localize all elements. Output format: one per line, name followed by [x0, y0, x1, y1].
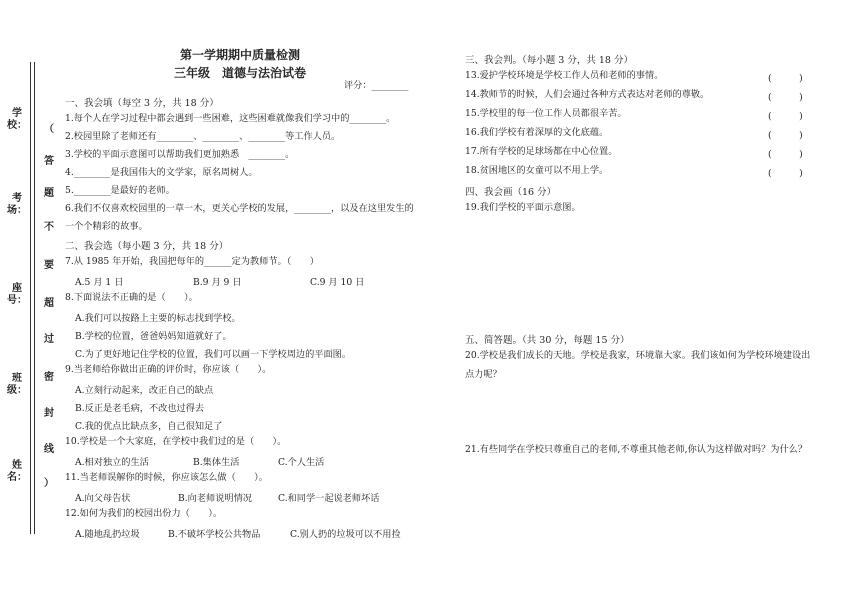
option-10b: B.集体生活 — [193, 457, 240, 468]
name-label: 姓名： — [7, 460, 27, 483]
option-10a: A.相对独立的生活 — [75, 457, 149, 468]
question-2: 2.校园里除了老师还有________、________、________等工作人员。 — [65, 131, 341, 142]
question-9: 9.当老师给你做出正确的评价时，你应该（ ）。 — [65, 364, 272, 375]
question-16: 16.我们学校有着深厚的文化底蕴。 — [465, 127, 609, 138]
option-8b: B.学校的位置，爸爸妈妈知道就好了。 — [75, 331, 232, 342]
question-3: 3.学校的平面示意图可以帮助我们更加熟悉 ________。 — [65, 149, 295, 160]
seal-char: 封 — [44, 408, 54, 419]
answer-paren-15[interactable]: ( ) — [768, 111, 803, 122]
question-1: 1.每个人在学习过程中都会遇到一些困难，这些困难就像我们学习中的________。 — [65, 113, 396, 124]
answer-paren-18[interactable]: ( ) — [768, 168, 803, 179]
question-10: 10.学校是一个大家庭，在学校中我们过的是（ ）。 — [65, 436, 287, 447]
option-10c: C.个人生活 — [278, 457, 325, 468]
seal-line-inner — [34, 62, 35, 534]
question-8: 8.下面说法不正确的是（ ）。 — [65, 292, 198, 303]
question-15: 15.学校里的每一位工作人员都很辛苦。 — [465, 108, 627, 119]
option-11a: A.向父母告状 — [75, 493, 131, 504]
question-19: 19.我们学校的平面示意图。 — [465, 202, 581, 213]
question-7: 7.从 1985 年开始，我国把每年的______定为教师节。（ ） — [65, 256, 319, 267]
question-4: 4.________是我国伟大的文学家，原名周树人。 — [65, 167, 258, 178]
question-20: 20.学校是我们成长的天地。学校是我家，环境靠大家。我们该如何为学校环境建设出 — [465, 350, 811, 361]
answer-paren-16[interactable]: ( ) — [768, 130, 803, 141]
option-12b: B.不破坏学校公共物品 — [168, 529, 261, 540]
seal-char: ） — [44, 478, 54, 489]
option-9c: C.我的优点比缺点多，自己很知足了 — [75, 421, 223, 432]
question-5: 5.________是最好的老师。 — [65, 185, 175, 196]
option-8c: C.为了更好地记住学校的位置，我们可以画一下学校周边的平面图。 — [75, 349, 352, 360]
seal-char: 超 — [44, 298, 54, 309]
exam-subtitle: 三年级 道德与法治试卷 — [173, 66, 306, 80]
section3-heading: 三、我会判。（每小题 3 分，共 18 分） — [465, 55, 633, 66]
section5-heading: 五、简答题。（共 30 分，每题 15 分） — [465, 335, 630, 346]
seal-char: 要 — [44, 260, 54, 271]
option-8a: A.我们可以按路上主要的标志找到学校。 — [75, 313, 241, 324]
section4-heading: 四、我会画（16 分） — [465, 187, 557, 198]
class-label: 班级： — [7, 373, 27, 396]
option-7b: B.9 月 9 日 — [193, 277, 242, 288]
score-field: 评分：________ — [344, 80, 409, 91]
exam-title: 第一学期期中质量检测 — [179, 48, 300, 62]
seal-char: 题 — [44, 188, 54, 199]
seal-char: 密 — [44, 372, 54, 383]
seal-line — [30, 62, 31, 534]
seal-char: 过 — [44, 334, 54, 345]
option-12c: C.别人扔的垃圾可以不用捡 — [290, 529, 401, 540]
seat-number-label: 座号： — [7, 283, 27, 306]
section1-heading: 一、我会填（每空 3 分，共 18 分） — [65, 98, 219, 109]
question-12: 12.如何为我们的校园出份力（ ）。 — [65, 508, 223, 519]
question-17: 17.所有学校的足球场都在中心位置。 — [465, 146, 618, 157]
question-21: 21.有些同学在学校只尊重自己的老师,不尊重其他老师,你认为这样做对吗？为什么？ — [465, 444, 808, 455]
school-label: 学校： — [7, 108, 27, 131]
answer-paren-17[interactable]: ( ) — [768, 149, 803, 160]
option-12a: A.随地乱扔垃圾 — [75, 529, 140, 540]
exam-room-label: 考场： — [7, 193, 27, 216]
question-6-continued: 一个个精彩的故事。 — [65, 221, 148, 232]
option-11c: C.和同学一起说老师坏话 — [278, 493, 380, 504]
seal-char: （ — [44, 124, 54, 135]
question-13: 13.爱护学校环境是学校工作人员和老师的事情。 — [465, 70, 664, 81]
option-9a: A.立刻行动起来，改正自己的缺点 — [75, 385, 214, 396]
question-11: 11.当老师误解你的时候，你应该怎么做（ ）。 — [65, 472, 268, 483]
option-7a: A.5 月 1 日 — [75, 277, 124, 288]
question-18: 18.贫困地区的女童可以不用上学。 — [465, 165, 609, 176]
seal-char: 线 — [44, 444, 54, 455]
option-7c: C.9 月 10 日 — [310, 277, 365, 288]
option-9b: B.反正是老毛病，不改也过得去 — [75, 403, 205, 414]
answer-paren-14[interactable]: ( ) — [768, 92, 803, 103]
answer-paren-13[interactable]: ( ) — [768, 73, 803, 84]
seal-char: 不 — [44, 222, 54, 233]
option-11b: B.向老师说明情况 — [178, 493, 252, 504]
section2-heading: 二、我会选（每小题 3 分，共 18 分） — [65, 241, 229, 252]
question-6: 6.我们不仅喜欢校园里的一草一木，更关心学校的发展，________，以及在这里发生的 — [65, 203, 414, 214]
seal-char: 答 — [44, 156, 54, 167]
question-14: 14.教师节的时候，人们会通过各种方式表达对老师的尊敬。 — [465, 89, 710, 100]
question-20-continued: 点力呢？ — [465, 369, 502, 380]
